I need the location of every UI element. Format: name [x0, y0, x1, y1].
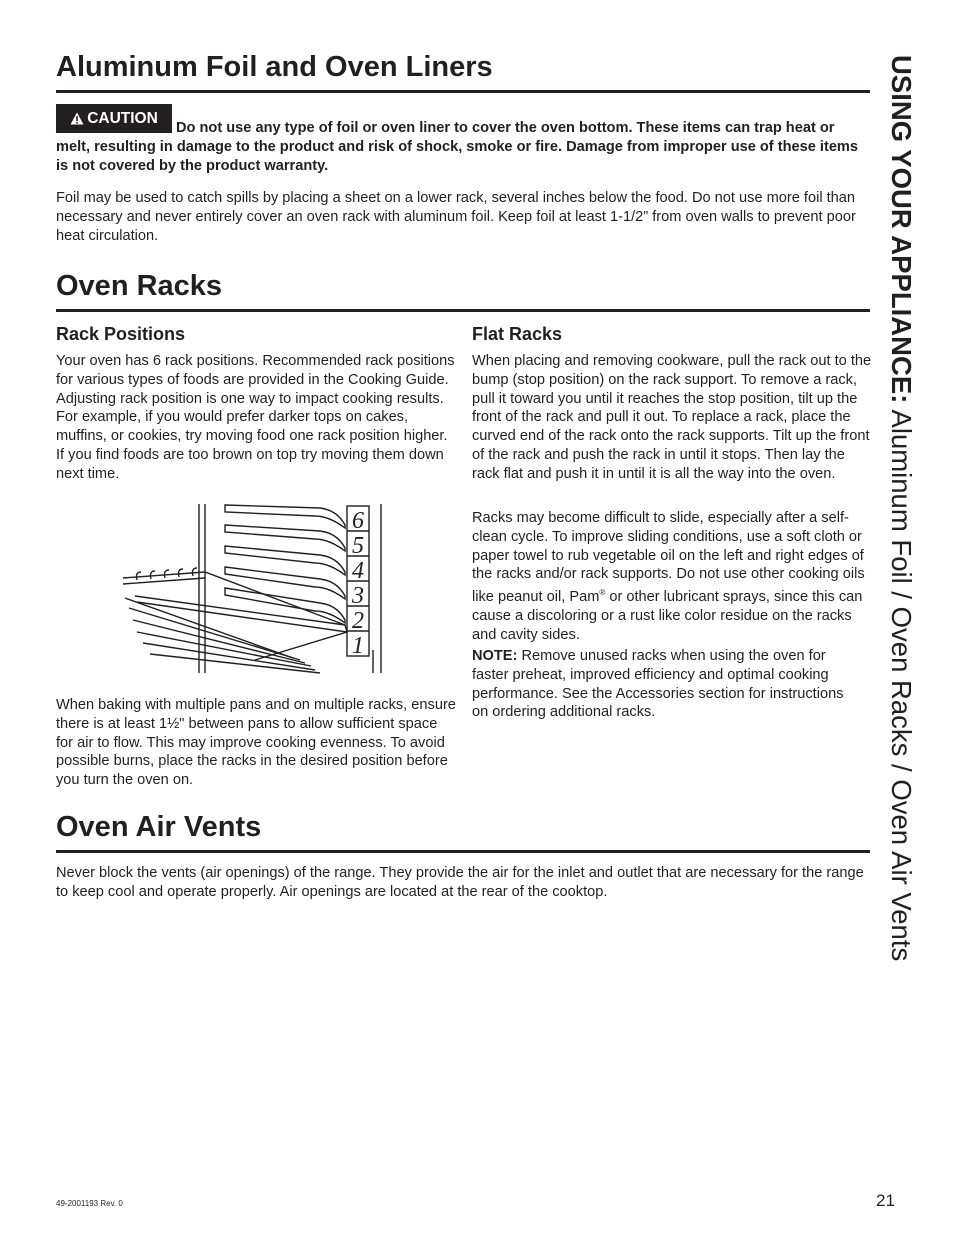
flat-racks-heading: Flat Racks: [472, 324, 563, 344]
vents-paragraph: Never block the vents (air openings) of the range. They provide the air for the inlet and outlet that are necessary for the range to keep cool and operate properly. Air openings are located at the rear of the cooktop.: [56, 865, 864, 900]
racks-title-rule: [56, 309, 870, 312]
caution-badge: [56, 104, 172, 133]
foil-title-rule: [56, 90, 870, 93]
foil-paragraph: Foil may be used to catch spills by placing a sheet on a lower rack, several inches below the food. Do not use more foil than necessary and never entirely cover an oven rack with aluminum foil. Keep foil at least 1-1/2” from oven walls to prevent poor heat circulation.: [56, 190, 856, 244]
side-tab-text: [884, 55, 918, 961]
vents-title-rule: [56, 850, 870, 853]
side-tab-rest: Aluminum Foil / Oven Racks / Oven Air Vents: [886, 403, 917, 962]
foil-section-title: Aluminum Foil and Oven Liners: [56, 51, 493, 83]
footer-doc-code: 49-2001193 Rev. 0: [56, 1199, 123, 1208]
flat-racks-paragraph-2: [472, 509, 872, 644]
rack-positions-figure: [115, 500, 390, 677]
registered-mark: ®: [599, 588, 606, 598]
flat-racks-paragraph-2-a: Racks may become difficult to slide, especially after a self-clean cycle. To improve sliding conditions, use a soft cloth or paper towel to rub vegetable oil on the left and right edges of the racks and/or rack supports. Do not use other cooking oils like peanut oil, Pam: [472, 510, 865, 606]
vents-section-title: Oven Air Vents: [56, 811, 262, 843]
flat-racks-paragraph-2-b: or other lubricant sprays, since this can cause a discoloring or a rust like color residue on the racks and cavity sides.: [472, 589, 863, 643]
note-label: NOTE:: [472, 648, 518, 664]
caution-label: CAUTION: [87, 109, 158, 127]
warning-triangle-icon: [70, 112, 84, 125]
racks-section-title: Oven Racks: [56, 270, 223, 302]
rack-positions-paragraph-2: When baking with multiple pans and on multiple racks, ensure there is at least 1½" between pans to allow sufficient space for air to flow. This may improve cooking evenness. To avoid possible burns, place the racks in the desired position before you turn the oven on.: [56, 697, 456, 789]
rack-number-6: 6: [352, 508, 364, 534]
rack-positions-heading: Rack Positions: [56, 324, 186, 344]
rack-positions-paragraph-1: Your oven has 6 rack positions. Recommended rack positions for various types of foods are provided in the Cooking Guide. Adjusting rack position is one way to impact cooking results. For example, if you would prefer darker tops on cakes, muffins, or cookies, try moving food one rack position higher. If you find foods are too brown on top try moving them down next time.: [56, 353, 455, 482]
flat-racks-paragraph-1: When placing and removing cookware, pull the rack out to the bump (stop position) on the rack support. To remove a rack, pull it toward you until it reaches the stop position, tilt up the front of the rack and pull it out. To replace a rack, place the curved end of the rack onto the rack supports. Tilt up the front of the rack and push the rack in until it stops. Then lay the rack flat and push it in until it is all the way into the oven.: [472, 353, 872, 482]
side-tab-bold: USING YOUR APPLIANCE:: [886, 55, 917, 404]
rack-number-2: 2: [352, 608, 364, 634]
rack-number-4: 4: [352, 558, 364, 584]
rack-number-5: 5: [352, 533, 364, 559]
rack-number-1: 1: [352, 633, 364, 659]
side-tab: [870, 55, 930, 1085]
note-text: Remove unused racks when using the oven for faster preheat, improved efficiency and optimal cooking performance. See the Accessories section for instructions on ordering additional racks.: [472, 648, 844, 721]
page-number: 21: [876, 1191, 895, 1210]
rack-number-3: 3: [352, 583, 364, 609]
flat-racks-note: [472, 647, 857, 722]
caution-text: Do not use any type of foil or oven liner to cover the oven bottom. These items can trap heat or melt, resulting in damage to the product and risk of shock, smoke or fire. Damage from improper use of these items is not covered by the product warranty.: [56, 120, 859, 174]
